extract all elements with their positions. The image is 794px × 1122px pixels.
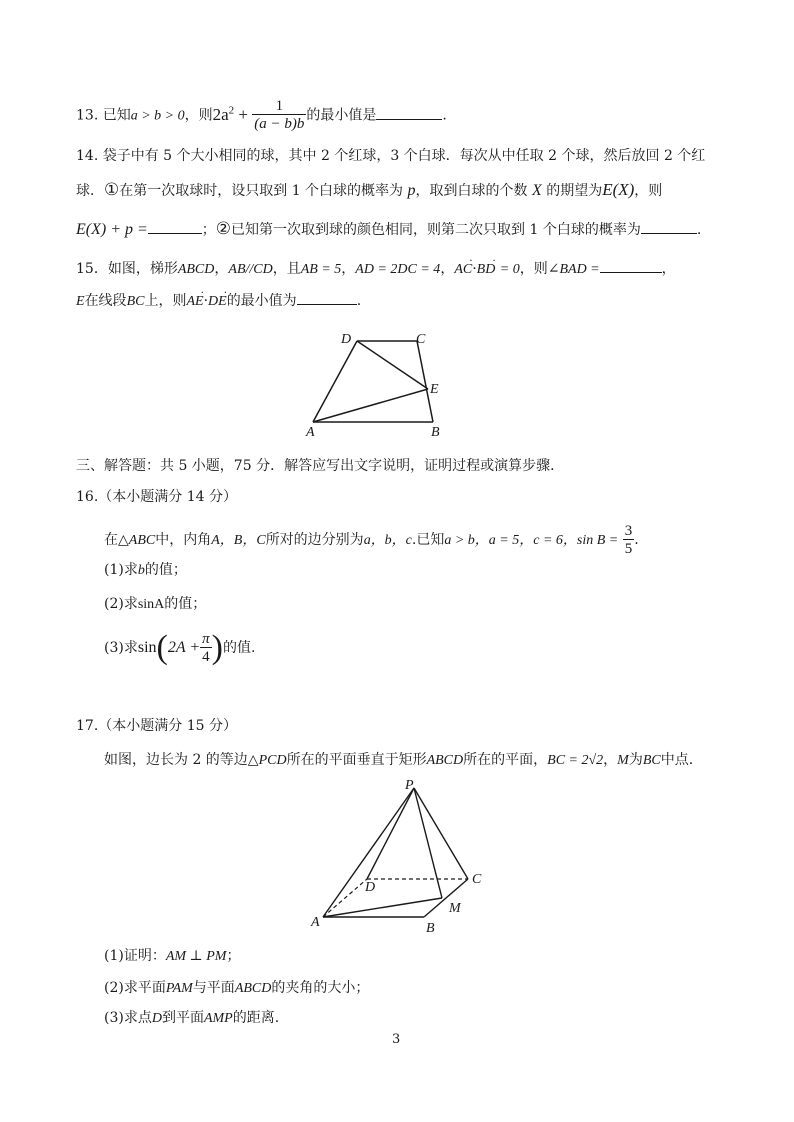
question-17-part-1: (1)证明：AM ⊥ PM； xyxy=(104,948,241,964)
trapezoid-figure xyxy=(300,326,460,442)
label-a: A xyxy=(311,915,320,930)
question-number: 13. xyxy=(76,107,99,124)
page-number: 3 xyxy=(392,1032,401,1047)
edge-pa xyxy=(323,788,414,917)
segment-ae xyxy=(313,389,428,422)
label-c: C xyxy=(472,872,482,887)
label-m: M xyxy=(449,901,461,916)
section-heading: 三、解答题：共 5 小题，75 分．解答应写出文字说明，证明过程或演算步骤． xyxy=(76,458,565,474)
edge-pm xyxy=(414,788,442,898)
question-16-header: 16.（本小题满分 14 分） xyxy=(76,489,237,505)
label-b: B xyxy=(431,425,440,440)
segment-de xyxy=(357,341,428,389)
fraction: $\frac{1}{(a - b)b}$ xyxy=(254,98,305,133)
label-b: B xyxy=(426,921,435,936)
label-d: D xyxy=(365,880,376,895)
question-16-part-2: (2)求sinA的值； xyxy=(104,596,207,612)
answer-blank[interactable] xyxy=(641,219,697,234)
label-p: P xyxy=(405,778,414,793)
answer-blank[interactable] xyxy=(297,290,357,305)
question-14-line-3: E(X) + p = ；②已知第一次取到球的颜色相同，则第二次只取到 1 个白球的概率为 . xyxy=(76,219,702,239)
label-c: C xyxy=(416,332,426,347)
question-17-stem: 如图，边长为 2 的等边△PCD所在的平面垂直于矩形ABCD所在的平面，BC = 2√2，M为BC中点. xyxy=(104,752,694,768)
question-14-line-1: 14. 袋子中有 5 个大小相同的球，其中 2 个红球，3 个白球．每次从中任取 2 个球，然后放回 2 个红 xyxy=(76,148,706,164)
answer-blank[interactable] xyxy=(600,258,662,273)
answer-blank[interactable] xyxy=(376,105,442,120)
edge-pd xyxy=(367,788,414,879)
question-17-header: 17.（本小题满分 15 分） xyxy=(76,718,237,734)
edge-pc xyxy=(414,788,468,879)
answer-blank[interactable] xyxy=(148,219,202,234)
question-16-part-3: (3)求sin(2A + $\frac{\pi}{4}$ )的值. xyxy=(104,629,256,666)
question-17-part-2: (2)求平面PAM与平面ABCD的夹角的大小； xyxy=(104,980,370,996)
label-a: A xyxy=(306,425,315,440)
label-d: D xyxy=(341,332,352,347)
question-13: 13. 已知a > b > 0，则$2a^2$ + $\frac{1}{(a - b)b}$ 的最小值是 . xyxy=(76,98,447,133)
question-16-stem: 在△ABC中，内角A，B，C所对的边分别为a，b，c.已知a > b，a = 5，c = 6，sin B = $\frac{3}{5}$ . xyxy=(104,522,639,557)
edge-ad xyxy=(313,341,357,422)
pyramid-figure xyxy=(300,775,500,940)
question-15-line-2: E在线段BC上，则AE ··DE ·的最小值为 . xyxy=(76,290,361,312)
label-e: E xyxy=(430,382,439,397)
question-15-line-1: 15．如图，梯形ABCD，AB//CD，且AB = 5，AD = 2DC = 4，AC ··BD · = 0，则∠BAD = ， xyxy=(76,258,676,280)
question-17-part-3: (3)求点D到平面AMP的距离. xyxy=(104,1010,280,1026)
edge-bc xyxy=(424,879,468,917)
fraction: $\frac{3}{5}$ xyxy=(624,522,633,557)
question-14-line-2: 球．①在第一次取球时，设只取到 1 个白球的概率为 p，取到白球的个数 X 的期望为E(X)，则 xyxy=(76,180,663,200)
fraction: $\frac{\pi}{4}$ xyxy=(202,630,210,665)
question-16-part-1: (1)求b的值； xyxy=(104,562,187,578)
